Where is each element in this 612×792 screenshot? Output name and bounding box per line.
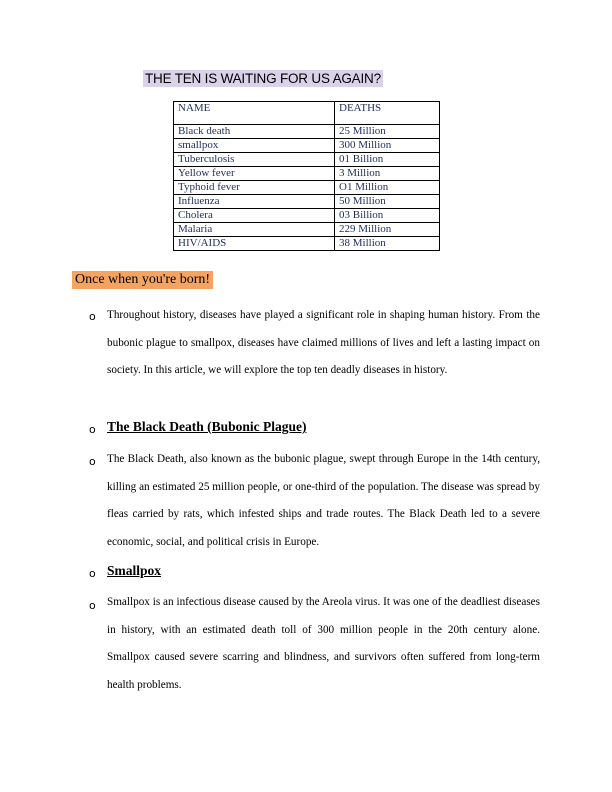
death-count: 50 Million: [335, 195, 440, 209]
table-row: [174, 181, 440, 195]
bullet-marker: o: [89, 567, 96, 580]
intro-paragraph: Throughout history, diseases have played a significant role in shaping human history. From the bubonic plague to smallpox, diseases have claimed millions of lives and left a lasting impact on society. In this article, we will explore the top ten deadly diseases in history.: [107, 309, 540, 376]
smallpox-paragraph: Smallpox is an infectious disease caused by the Areola virus. It was one of the deadliest diseases in history, with an estimated death toll of 300 million people in the 20th century alone. Smallpox caused severe scarring and blindness, and survivors often suffered from long-term health problems.: [107, 596, 540, 691]
death-count: O1 Million: [335, 181, 440, 195]
death-count: 25 Million: [335, 125, 440, 139]
header-name: NAME: [174, 102, 335, 125]
table-row: [174, 167, 440, 181]
table-row: [174, 223, 440, 237]
death-count: 01 Billion: [335, 153, 440, 167]
bullet-marker: o: [89, 310, 96, 323]
deaths-table: [173, 101, 440, 251]
table-row: [174, 153, 440, 167]
death-count: 38 Million: [335, 237, 440, 251]
death-count: 03 Billion: [335, 209, 440, 223]
disease-name: Typhoid fever: [174, 181, 335, 195]
disease-name: HIV/AIDS: [174, 237, 335, 251]
section-heading: Once when you're born!: [72, 271, 213, 289]
disease-name: Malaria: [174, 223, 335, 237]
disease-name: Tuberculosis: [174, 153, 335, 167]
disease-name: Yellow fever: [174, 167, 335, 181]
table-row: [174, 209, 440, 223]
page-title: THE TEN IS WAITING FOR US AGAIN?: [145, 71, 381, 86]
disease-name: smallpox: [174, 139, 335, 153]
death-count: 300 Million: [335, 139, 440, 153]
disease-name: Cholera: [174, 209, 335, 223]
table-row: [174, 125, 440, 139]
bullet-marker: o: [89, 455, 96, 468]
disease-name: Black death: [174, 125, 335, 139]
death-count: 3 Million: [335, 167, 440, 181]
table-row: [174, 195, 440, 209]
smallpox-heading: Smallpox: [107, 563, 162, 578]
table-row: [174, 237, 440, 251]
table-header-row: [174, 102, 440, 125]
table-row: [174, 139, 440, 153]
death-count: 229 Million: [335, 223, 440, 237]
black-death-paragraph: The Black Death, also known as the bubonic plague, swept through Europe in the 14th century, killing an estimated 25 million people, or one-third of the population. The disease was spread by fleas carried by rats, which infested ships and trade routes. The Black Death led to a severe economic, social, and political crisis in Europe.: [107, 453, 540, 548]
disease-name: Influenza: [174, 195, 335, 209]
header-deaths: DEATHS: [335, 102, 440, 125]
bullet-marker: o: [89, 423, 96, 436]
bullet-marker: o: [89, 599, 96, 612]
black-death-heading: The Black Death (Bubonic Plague): [107, 419, 307, 434]
